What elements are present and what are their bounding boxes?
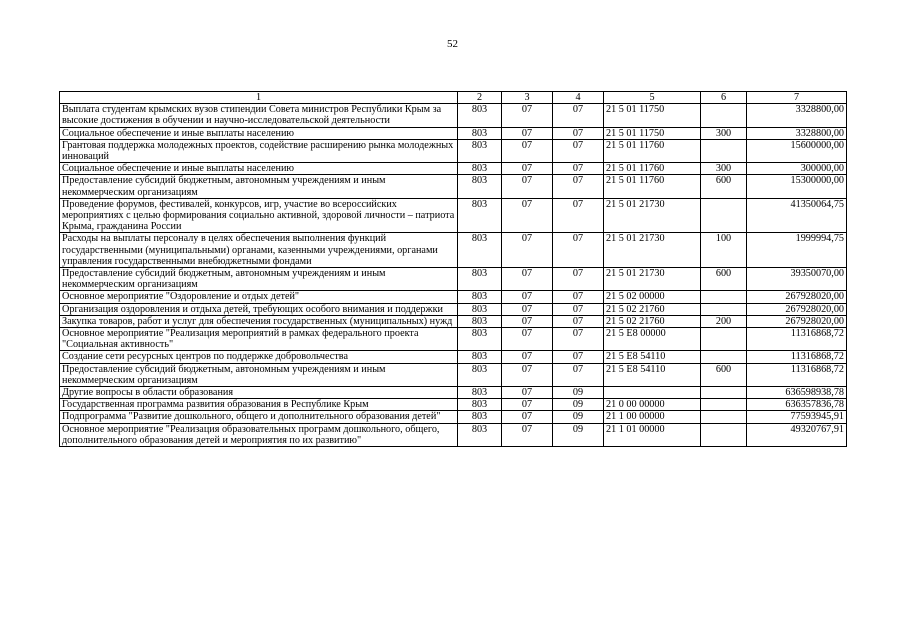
table-row: [60, 291, 847, 303]
cell-ministry-code: 803: [458, 268, 502, 291]
table-header-row: [60, 92, 847, 104]
cell-name: Грантовая поддержка молодежных проектов, содействие расширению рынка молодежных инноваций: [60, 139, 458, 162]
cell-amount: 15300000,00: [747, 175, 847, 198]
cell-amount: 267928020,00: [747, 303, 847, 315]
cell-section: 07: [502, 363, 553, 386]
cell-subsection: 07: [553, 291, 604, 303]
budget-table: [59, 91, 847, 447]
cell-target-article: 21 5 01 11760: [604, 175, 701, 198]
cell-target-article: 21 5 01 11750: [604, 127, 701, 139]
cell-ministry-code: 803: [458, 363, 502, 386]
cell-subsection: 09: [553, 387, 604, 399]
cell-target-article: 21 5 02 21760: [604, 303, 701, 315]
table-row: [60, 233, 847, 268]
cell-expense-type: 300: [701, 163, 747, 175]
cell-ministry-code: 803: [458, 315, 502, 327]
cell-expense-type: [701, 387, 747, 399]
cell-name: Социальное обеспечение и иные выплаты населению: [60, 163, 458, 175]
cell-amount: 3328800,00: [747, 127, 847, 139]
cell-name: Проведение форумов, фестивалей, конкурсов, игр, участие во всероссийских мероприятиях с целью формирования социально активной, здоровой личности – патриота Крыма, гражданина России: [60, 198, 458, 233]
cell-section: 07: [502, 175, 553, 198]
cell-subsection: 07: [553, 198, 604, 233]
cell-section: 07: [502, 423, 553, 446]
cell-subsection: 07: [553, 363, 604, 386]
cell-name: Создание сети ресурсных центров по поддержке добровольчества: [60, 351, 458, 363]
cell-amount: 15600000,00: [747, 139, 847, 162]
cell-ministry-code: 803: [458, 104, 502, 127]
cell-name: Выплата студентам крымских вузов стипендии Совета министров Республики Крым за высокие достижения в обучении и научно-исследовательской деятельности: [60, 104, 458, 127]
cell-target-article: 21 5 01 21730: [604, 233, 701, 268]
cell-name: Другие вопросы в области образования: [60, 387, 458, 399]
cell-subsection: 07: [553, 303, 604, 315]
cell-expense-type: 600: [701, 175, 747, 198]
cell-name: Социальное обеспечение и иные выплаты населению: [60, 127, 458, 139]
table-row: [60, 175, 847, 198]
cell-target-article: 21 1 00 00000: [604, 411, 701, 423]
cell-section: 07: [502, 387, 553, 399]
table-row: [60, 387, 847, 399]
column-header: 6: [701, 92, 747, 104]
cell-name: Предоставление субсидий бюджетным, автономным учреждениям и иным некоммерческим организациям: [60, 363, 458, 386]
cell-section: 07: [502, 291, 553, 303]
cell-ministry-code: 803: [458, 127, 502, 139]
column-header: 3: [502, 92, 553, 104]
cell-ministry-code: 803: [458, 411, 502, 423]
cell-expense-type: 100: [701, 233, 747, 268]
table-row: [60, 139, 847, 162]
cell-name: Расходы на выплаты персоналу в целях обеспечения выполнения функций государственными (муниципальными) органами, казенными учреждениями, органами управления государственными внебюджетными фондами: [60, 233, 458, 268]
cell-target-article: 21 5 01 21730: [604, 198, 701, 233]
table-row: [60, 303, 847, 315]
cell-ministry-code: 803: [458, 163, 502, 175]
cell-name: Основное мероприятие "Реализация образовательных программ дошкольного, общего, дополнительного образования детей и мероприятия по их развитию": [60, 423, 458, 446]
cell-amount: 267928020,00: [747, 291, 847, 303]
table-row: [60, 423, 847, 446]
cell-ministry-code: 803: [458, 303, 502, 315]
cell-expense-type: 300: [701, 127, 747, 139]
table-row: [60, 411, 847, 423]
cell-name: Закупка товаров, работ и услуг для обеспечения государственных (муниципальных) нужд: [60, 315, 458, 327]
cell-target-article: 21 5 E8 00000: [604, 328, 701, 351]
cell-expense-type: [701, 328, 747, 351]
column-header: 1: [60, 92, 458, 104]
cell-ministry-code: 803: [458, 399, 502, 411]
table-row: [60, 328, 847, 351]
table-row: [60, 268, 847, 291]
cell-target-article: 21 5 02 00000: [604, 291, 701, 303]
cell-subsection: 07: [553, 175, 604, 198]
cell-subsection: 07: [553, 233, 604, 268]
cell-subsection: 07: [553, 163, 604, 175]
cell-target-article: [604, 387, 701, 399]
cell-section: 07: [502, 411, 553, 423]
cell-name: Предоставление субсидий бюджетным, автономным учреждениям и иным некоммерческим организациям: [60, 268, 458, 291]
page-number: 52: [447, 38, 458, 50]
cell-target-article: 21 5 01 11750: [604, 104, 701, 127]
cell-name: Предоставление субсидий бюджетным, автономным учреждениям и иным некоммерческим организациям: [60, 175, 458, 198]
cell-amount: 267928020,00: [747, 315, 847, 327]
cell-section: 07: [502, 163, 553, 175]
cell-expense-type: [701, 351, 747, 363]
column-header: 7: [747, 92, 847, 104]
cell-section: 07: [502, 104, 553, 127]
cell-subsection: 07: [553, 268, 604, 291]
cell-expense-type: [701, 399, 747, 411]
cell-amount: 41350064,75: [747, 198, 847, 233]
cell-name: Подпрограмма "Развитие дошкольного, общего и дополнительного образования детей": [60, 411, 458, 423]
cell-subsection: 07: [553, 104, 604, 127]
cell-expense-type: [701, 423, 747, 446]
cell-section: 07: [502, 303, 553, 315]
cell-section: 07: [502, 127, 553, 139]
cell-subsection: 09: [553, 399, 604, 411]
cell-expense-type: [701, 104, 747, 127]
table-row: [60, 363, 847, 386]
cell-ministry-code: 803: [458, 423, 502, 446]
cell-target-article: 21 5 01 11760: [604, 139, 701, 162]
cell-subsection: 07: [553, 315, 604, 327]
cell-amount: 11316868,72: [747, 363, 847, 386]
cell-subsection: 07: [553, 127, 604, 139]
cell-ministry-code: 803: [458, 175, 502, 198]
cell-section: 07: [502, 315, 553, 327]
table-row: [60, 351, 847, 363]
table-row: [60, 198, 847, 233]
cell-ministry-code: 803: [458, 387, 502, 399]
cell-expense-type: [701, 198, 747, 233]
cell-subsection: 09: [553, 423, 604, 446]
cell-ministry-code: 803: [458, 328, 502, 351]
cell-expense-type: [701, 411, 747, 423]
cell-amount: 300000,00: [747, 163, 847, 175]
cell-subsection: 09: [553, 411, 604, 423]
table-row: [60, 315, 847, 327]
cell-section: 07: [502, 198, 553, 233]
cell-section: 07: [502, 351, 553, 363]
cell-subsection: 07: [553, 139, 604, 162]
cell-amount: 636598938,78: [747, 387, 847, 399]
cell-amount: 77593945,91: [747, 411, 847, 423]
column-header: 4: [553, 92, 604, 104]
cell-amount: 39350070,00: [747, 268, 847, 291]
cell-section: 07: [502, 328, 553, 351]
cell-ministry-code: 803: [458, 291, 502, 303]
cell-ministry-code: 803: [458, 233, 502, 268]
cell-name: Основное мероприятие "Оздоровление и отдых детей": [60, 291, 458, 303]
cell-expense-type: [701, 139, 747, 162]
cell-expense-type: [701, 303, 747, 315]
table-row: [60, 399, 847, 411]
cell-target-article: 21 5 E8 54110: [604, 363, 701, 386]
cell-target-article: 21 5 E8 54110: [604, 351, 701, 363]
table-row: [60, 104, 847, 127]
table-row: [60, 163, 847, 175]
cell-amount: 3328800,00: [747, 104, 847, 127]
cell-amount: 1999994,75: [747, 233, 847, 268]
cell-subsection: 07: [553, 328, 604, 351]
column-header: 2: [458, 92, 502, 104]
cell-target-article: 21 5 01 21730: [604, 268, 701, 291]
table-row: [60, 127, 847, 139]
cell-amount: 11316868,72: [747, 328, 847, 351]
cell-section: 07: [502, 399, 553, 411]
cell-amount: 11316868,72: [747, 351, 847, 363]
cell-name: Основное мероприятие "Реализация мероприятий в рамках федерального проекта "Социальная активность": [60, 328, 458, 351]
cell-target-article: 21 0 00 00000: [604, 399, 701, 411]
cell-expense-type: 600: [701, 363, 747, 386]
cell-section: 07: [502, 233, 553, 268]
cell-section: 07: [502, 268, 553, 291]
cell-amount: 49320767,91: [747, 423, 847, 446]
cell-expense-type: [701, 291, 747, 303]
cell-expense-type: 200: [701, 315, 747, 327]
cell-ministry-code: 803: [458, 351, 502, 363]
cell-ministry-code: 803: [458, 139, 502, 162]
cell-target-article: 21 1 01 00000: [604, 423, 701, 446]
cell-ministry-code: 803: [458, 198, 502, 233]
cell-name: Государственная программа развития образования в Республике Крым: [60, 399, 458, 411]
cell-target-article: 21 5 01 11760: [604, 163, 701, 175]
cell-amount: 636357836,78: [747, 399, 847, 411]
cell-section: 07: [502, 139, 553, 162]
cell-expense-type: 600: [701, 268, 747, 291]
cell-target-article: 21 5 02 21760: [604, 315, 701, 327]
column-header: 5: [604, 92, 701, 104]
cell-subsection: 07: [553, 351, 604, 363]
cell-name: Организация оздоровления и отдыха детей, требующих особого внимания и поддержки: [60, 303, 458, 315]
